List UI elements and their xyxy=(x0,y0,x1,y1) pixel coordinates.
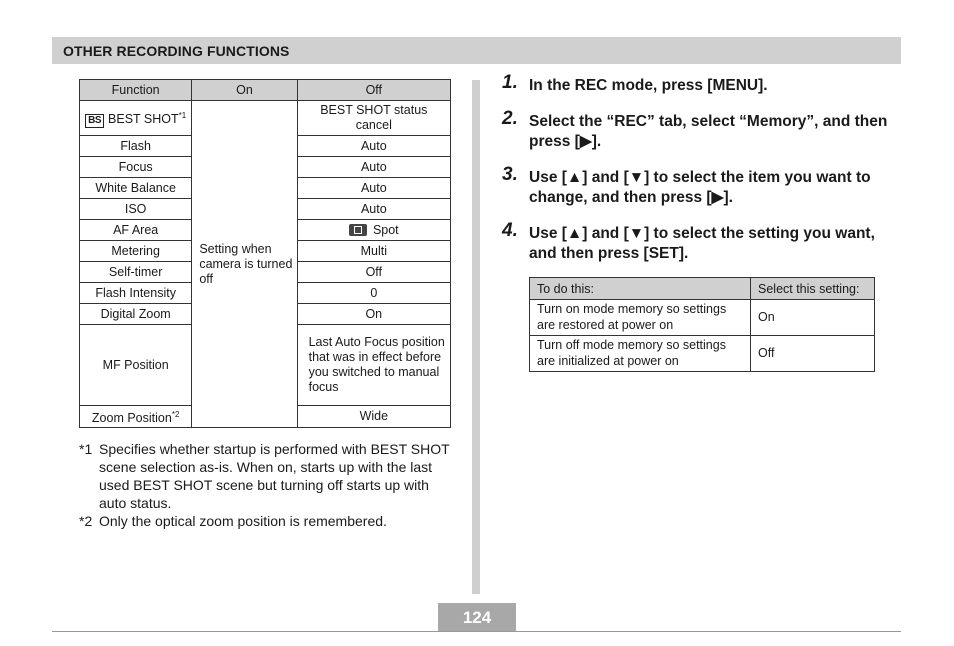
off-cell: BEST SHOT status cancel xyxy=(297,101,450,136)
off-cell: Multi xyxy=(297,241,450,262)
table-row xyxy=(80,101,451,136)
column-header-setting: Select this setting: xyxy=(751,278,875,300)
table-header-row xyxy=(530,278,875,300)
function-cell xyxy=(80,406,192,428)
function-cell: Self-timer xyxy=(80,262,192,283)
off-cell: Auto xyxy=(297,136,450,157)
footnote xyxy=(79,512,451,530)
off-cell: Off xyxy=(297,262,450,283)
step-text: In the REC mode, press [MENU]. xyxy=(529,77,768,94)
step-text: Use [▲] and [▼] to select the item you want to change, and then press [▶]. xyxy=(529,169,871,206)
step-item xyxy=(502,220,902,264)
function-table xyxy=(79,79,451,428)
column-header-on: On xyxy=(192,80,297,101)
footnote-text: Specifies whether startup is performed with BEST SHOT scene selection as-is. When on, starts up with the last used BEST SHOT scene but turning off starts up with auto status. xyxy=(99,441,450,511)
function-cell: Flash xyxy=(80,136,192,157)
off-value: Spot xyxy=(372,222,399,237)
function-cell: White Balance xyxy=(80,178,192,199)
setting-cell: Off xyxy=(751,336,875,372)
step-text: Select the “REC” tab, select “Memory”, and then press [▶]. xyxy=(529,113,888,150)
step-item xyxy=(502,72,902,96)
section-title: OTHER RECORDING FUNCTIONS xyxy=(63,43,290,59)
page-number: 124 xyxy=(462,608,492,627)
off-cell: Auto xyxy=(297,157,450,178)
column-header-function: Function xyxy=(80,80,192,101)
footnotes xyxy=(79,440,451,530)
off-cell: Auto xyxy=(297,178,450,199)
off-cell xyxy=(297,220,450,241)
function-cell xyxy=(80,101,192,136)
function-cell: AF Area xyxy=(80,220,192,241)
off-cell: Auto xyxy=(297,199,450,220)
column-header-off: Off xyxy=(297,80,450,101)
setting-cell: On xyxy=(751,300,875,336)
on-cell: Setting when camera is turned off xyxy=(192,101,297,428)
footnote xyxy=(79,440,451,512)
step-number: 1. xyxy=(502,72,518,93)
table-header-row xyxy=(80,80,451,101)
function-cell: ISO xyxy=(80,199,192,220)
steps-list xyxy=(502,72,902,280)
footnote-ref: *1 xyxy=(178,110,187,120)
footnote-ref: *2 xyxy=(171,410,180,419)
footnote-mark: *1 xyxy=(79,441,93,457)
action-cell: Turn on mode memory so settings are restored at power on xyxy=(530,300,751,336)
spot-af-icon xyxy=(349,224,367,236)
step-item xyxy=(502,164,902,208)
table-row xyxy=(530,336,875,372)
step-number: 3. xyxy=(502,164,518,185)
function-cell: Digital Zoom xyxy=(80,304,192,325)
off-cell: On xyxy=(297,304,450,325)
memory-table xyxy=(529,277,875,372)
function-label: BEST SHOT xyxy=(108,112,179,127)
off-cell: 0 xyxy=(297,283,450,304)
function-cell: MF Position xyxy=(80,325,192,406)
function-cell: Metering xyxy=(80,241,192,262)
step-number: 4. xyxy=(502,220,518,241)
step-text: Use [▲] and [▼] to select the setting you want, and then press [SET]. xyxy=(529,225,875,262)
action-cell: Turn off mode memory so settings are initialized at power on xyxy=(530,336,751,372)
function-cell: Focus xyxy=(80,157,192,178)
header-bar xyxy=(52,37,901,64)
column-header-action: To do this: xyxy=(530,278,751,300)
off-cell: Last Auto Focus position that was in effect before you switched to manual focus xyxy=(297,325,450,406)
step-item xyxy=(502,108,902,152)
page-number-box xyxy=(438,603,516,632)
footnote-text: Only the optical zoom position is remembered. xyxy=(99,513,387,529)
off-cell: Wide xyxy=(297,406,450,428)
footnote-mark: *2 xyxy=(79,513,93,529)
function-cell: Flash Intensity xyxy=(80,283,192,304)
function-label: Zoom Position xyxy=(91,411,172,426)
step-number: 2. xyxy=(502,108,518,129)
footer-divider xyxy=(52,631,901,632)
column-divider xyxy=(472,80,480,594)
best-shot-icon: BS xyxy=(85,114,104,128)
table-row xyxy=(530,300,875,336)
